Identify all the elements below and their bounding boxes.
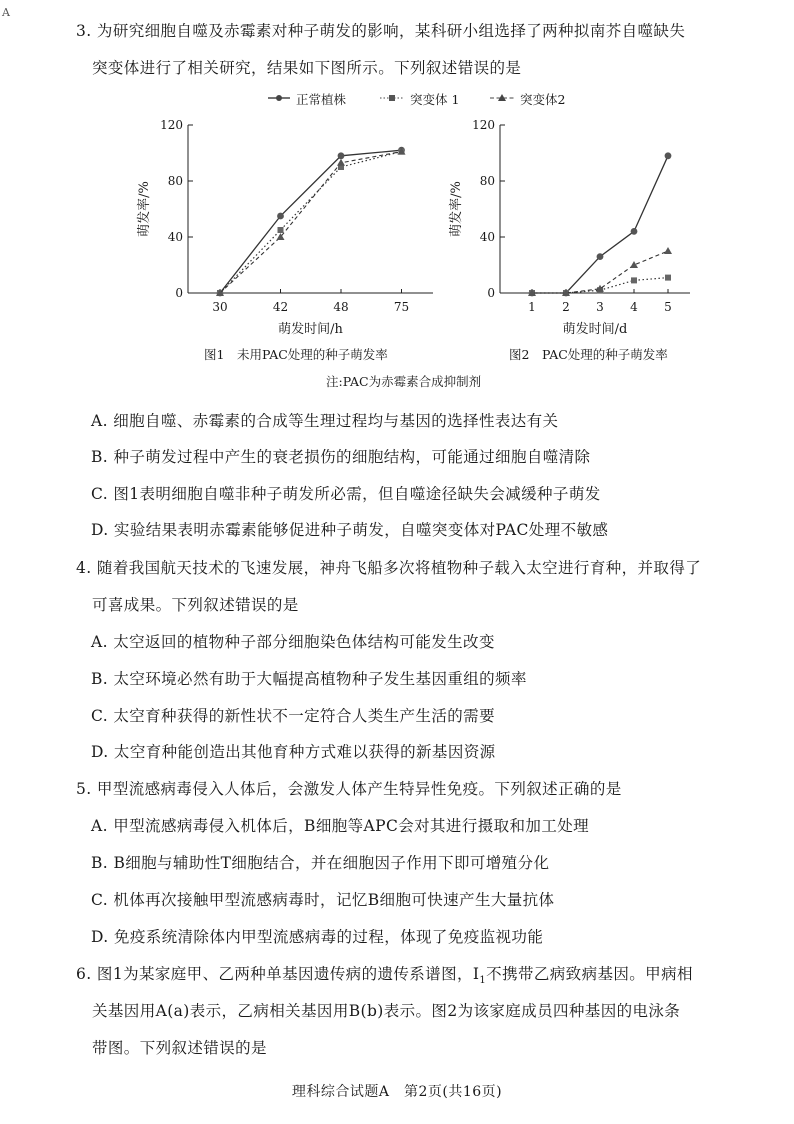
- x-tick-label: 3: [596, 300, 604, 314]
- q6-subscript: 1: [479, 975, 487, 987]
- q3-option-b: B. 种子萌发过程中产生的衰老损伤的细胞结构，可能通过细胞自噬清除: [91, 448, 591, 466]
- figure-note: 注:PAC为赤霉素合成抑制剂: [326, 374, 482, 389]
- y-tick-label: 40: [167, 230, 183, 244]
- x-tick-label: 75: [393, 300, 410, 314]
- q6-line-1-start: 6. 图1为某家庭甲、乙两种单基因遗传病的遗传系谱图，I: [76, 965, 480, 983]
- data-point: [277, 213, 284, 220]
- q4-line-2: 可喜成果。下列叙述错误的是: [92, 596, 299, 614]
- y-tick-label: 0: [487, 286, 495, 300]
- figure-2-caption: 图2 PAC处理的种子萌发率: [509, 347, 668, 362]
- q5-line-1: 5. 甲型流感病毒侵入人体后，会激发人体产生特异性免疫。下列叙述正确的是: [76, 780, 622, 798]
- q5-option-b: B. B细胞与辅助性T细胞结合，并在细胞因子作用下即可增殖分化: [91, 854, 550, 872]
- q3-option-d: D. 实验结果表明赤霉素能够促进种子萌发，自噬突变体对PAC处理不敏感: [91, 521, 609, 539]
- data-point: [278, 227, 284, 233]
- x-axis-label: 萌发时间/d: [562, 322, 628, 337]
- figure-1-chart: [130, 112, 430, 342]
- x-tick-label: 42: [272, 300, 289, 314]
- q3-option-c: C. 图1表明细胞自噬非种子萌发所必需，但自噬途径缺失会减缓种子萌发: [91, 485, 601, 503]
- data-point: [631, 228, 638, 235]
- data-point: [665, 152, 672, 159]
- x-tick-label: 30: [212, 300, 228, 314]
- q3-option-a: A. 细胞自噬、赤霉素的合成等生理过程均与基因的选择性表达有关: [91, 412, 559, 430]
- q4-line-1: 4. 随着我国航天技术的飞速发展，神舟飞船多次将植物种子载入太空进行育种，并取得了: [76, 559, 702, 577]
- data-point: [631, 277, 637, 283]
- y-tick-label: 80: [479, 174, 495, 188]
- data-point: [665, 275, 671, 281]
- y-tick-label: 0: [175, 286, 183, 300]
- q4-option-b: B. 太空环境必然有助于大幅提高植物种子发生基因重组的频率: [91, 670, 527, 688]
- y-axis-label: 萌发率/%: [449, 181, 464, 237]
- q4-option-d: D. 太空育种能创造出其他育种方式难以获得的新基因资源: [91, 743, 496, 761]
- x-tick-label: 4: [630, 300, 638, 314]
- page-footer: 理科综合试题A 第2页(共16页): [291, 1084, 503, 1100]
- series-line: [532, 156, 668, 293]
- q6-line-1: [76, 962, 693, 986]
- figure-1-caption: 图1 未用PAC处理的种子萌发率: [204, 347, 388, 362]
- y-tick-label: 120: [160, 118, 183, 132]
- q3-line-2: 突变体进行了相关研究，结果如下图所示。下列叙述错误的是: [92, 59, 522, 77]
- q6-line-1-end: 不携带乙病致病基因。甲病相: [486, 965, 693, 983]
- margin-mark: A: [2, 6, 10, 19]
- q5-option-d: D. 免疫系统清除体内甲型流感病毒的过程，体现了免疫监视功能: [91, 928, 544, 946]
- x-tick-label: 5: [664, 300, 672, 314]
- x-tick-label: 2: [562, 300, 570, 314]
- data-point: [338, 152, 345, 159]
- data-point: [597, 253, 604, 260]
- legend-mutant2: 突变体2: [520, 92, 566, 107]
- x-axis-label: 萌发时间/h: [278, 322, 343, 337]
- q4-option-a: A. 太空返回的植物种子部分细胞染色体结构可能发生改变: [91, 633, 495, 651]
- data-point: [630, 261, 638, 268]
- q6-line-2: 关基因用A(a)表示，乙病相关基因用B(b)表示。图2为该家庭成员四种基因的电泳条: [92, 1002, 681, 1020]
- y-tick-label: 40: [479, 230, 495, 244]
- legend-mutant1: 突变体 1: [410, 92, 460, 107]
- y-axis-label: 萌发率/%: [137, 181, 152, 237]
- data-point: [664, 247, 672, 254]
- q3-line-1: 3. 为研究细胞自噬及赤霉素对种子萌发的影响，某科研小组选择了两种拟南芥自噬缺失: [76, 22, 686, 40]
- x-tick-label: 48: [333, 300, 349, 314]
- q5-option-c: C. 机体再次接触甲型流感病毒时，记忆B细胞可快速产生大量抗体: [91, 891, 555, 909]
- q5-option-a: A. 甲型流感病毒侵入机体后，B细胞等APC会对其进行摄取和加工处理: [91, 817, 590, 835]
- q6-line-3: 带图。下列叙述错误的是: [92, 1039, 267, 1057]
- y-tick-label: 80: [167, 174, 183, 188]
- data-point: [337, 159, 345, 166]
- series-line: [220, 150, 402, 293]
- x-tick-label: 1: [528, 300, 536, 314]
- y-tick-label: 120: [472, 118, 495, 132]
- series-line: [220, 152, 402, 293]
- q4-option-c: C. 太空育种获得的新性状不一定符合人类生产生活的需要: [91, 707, 495, 725]
- figure-2-chart: [440, 112, 720, 342]
- series-line: [220, 152, 402, 293]
- legend-normal: 正常植株: [296, 92, 347, 107]
